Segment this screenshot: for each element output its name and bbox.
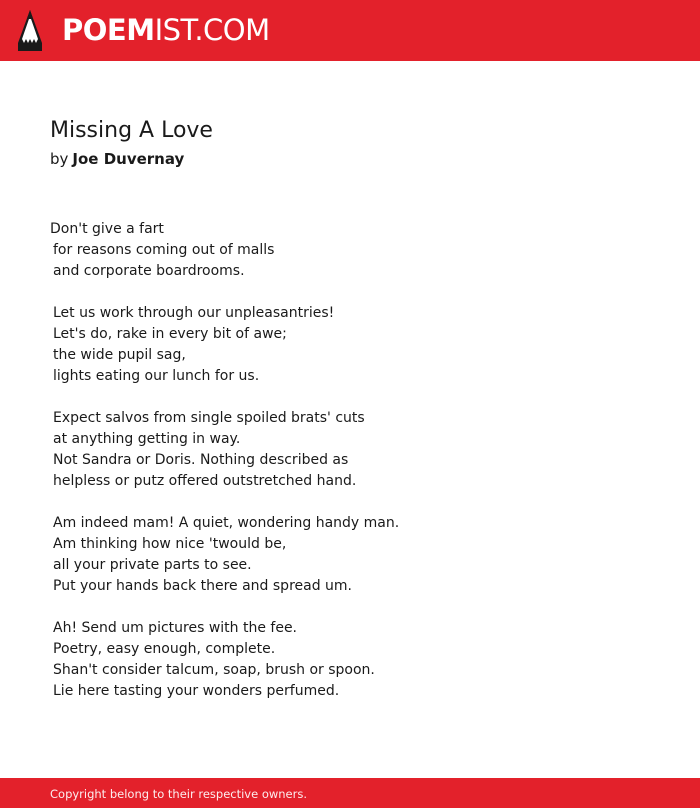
by-label: by bbox=[50, 150, 69, 168]
author-name: Joe Duvernay bbox=[72, 150, 185, 168]
poem-line: helpless or putz offered outstretched hand. bbox=[53, 473, 357, 489]
poem-line: and corporate boardrooms. bbox=[53, 263, 245, 279]
poem-line: Ah! Send um pictures with the fee. bbox=[53, 620, 298, 636]
site-header bbox=[0, 0, 700, 61]
logo-text-bold: POEM bbox=[62, 13, 155, 47]
poem-line: the wide pupil sag, bbox=[53, 347, 186, 363]
logo-text-light: IST.COM bbox=[154, 13, 270, 47]
stanza-break bbox=[50, 492, 670, 513]
poem-line: Let us work through our unpleasantries! bbox=[53, 305, 335, 321]
poem-line: Expect salvos from single spoiled brats' cuts bbox=[53, 410, 365, 426]
poem-line: Let's do, rake in every bit of awe; bbox=[53, 326, 287, 342]
site-footer bbox=[0, 778, 700, 808]
stanza-break bbox=[50, 387, 670, 408]
pencil-tip-icon[interactable] bbox=[18, 10, 42, 51]
byline bbox=[50, 148, 184, 170]
stanza-break bbox=[50, 282, 670, 303]
poem-line: Shan't consider talcum, soap, brush or spoon. bbox=[53, 662, 375, 678]
poem-line: Not Sandra or Doris. Nothing described as bbox=[53, 452, 349, 468]
poem-title: Missing A Love bbox=[50, 118, 213, 143]
poem-line: Lie here tasting your wonders perfumed. bbox=[53, 683, 340, 699]
poem-line: Poetry, easy enough, complete. bbox=[53, 641, 276, 657]
copyright-text: Copyright belong to their respective owners. bbox=[50, 787, 308, 801]
poem-line: Put your hands back there and spread um. bbox=[53, 578, 353, 594]
poem-line: Don't give a fart bbox=[50, 221, 164, 237]
poem-body bbox=[50, 219, 670, 702]
stanza-break bbox=[50, 597, 670, 618]
poem-line: all your private parts to see. bbox=[53, 557, 252, 573]
poem-line: Am indeed mam! A quiet, wondering handy man. bbox=[53, 515, 400, 531]
site-logo[interactable] bbox=[62, 12, 270, 48]
poem-line: at anything getting in way. bbox=[53, 431, 241, 447]
poem-line: lights eating our lunch for us. bbox=[53, 368, 260, 384]
poem-line: for reasons coming out of malls bbox=[53, 242, 275, 258]
poem-line: Am thinking how nice 'twould be, bbox=[53, 536, 287, 552]
